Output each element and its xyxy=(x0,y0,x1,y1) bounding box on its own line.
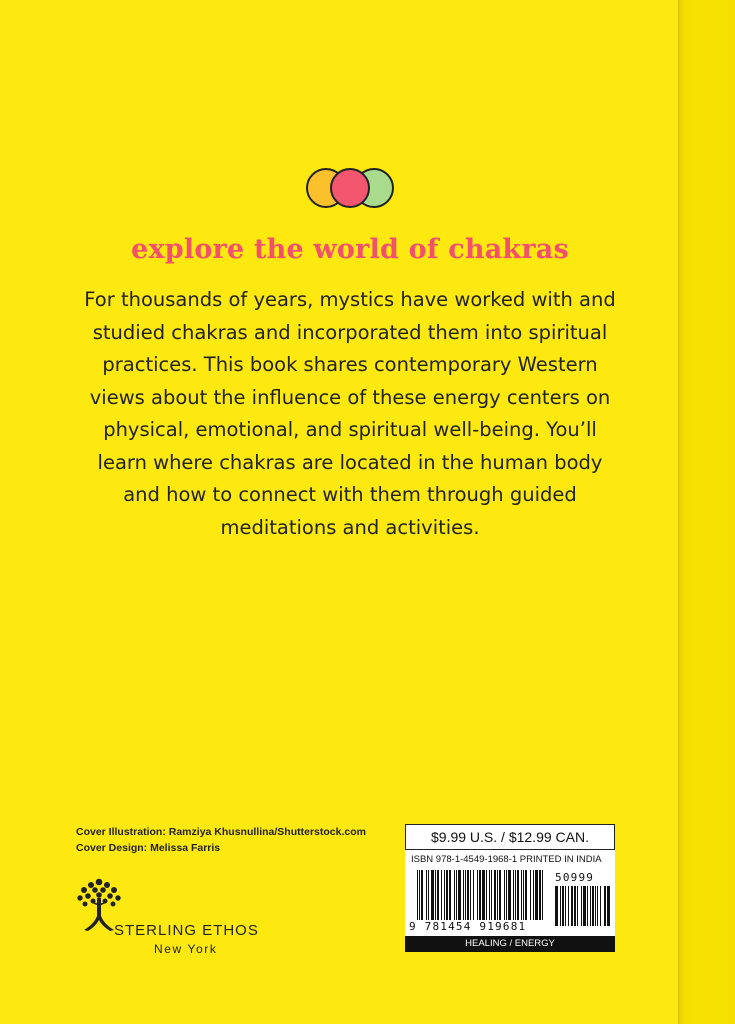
addon-bar xyxy=(560,886,561,926)
addon-bar xyxy=(583,886,586,926)
barcode xyxy=(405,850,615,936)
publisher-logo xyxy=(72,876,272,956)
addon-bar xyxy=(562,886,564,926)
barcode-bar xyxy=(465,870,466,920)
book-description: For thousands of years, mystics have worked with and studied chakras and incorporated them into spiritual practices. This book shares contemporary Western views about the influence of these energy centers on physical, emotional, and spiritual well-being. You’ll learn where chakras are located in the human body and how to connect with them through guided meditations and activities. xyxy=(84,288,616,539)
barcode-bar xyxy=(542,870,543,920)
barcode-bar xyxy=(506,870,507,920)
barcode-bar xyxy=(521,870,522,920)
addon-bar xyxy=(587,886,588,926)
barcode-bar xyxy=(482,870,485,920)
barcode-bar xyxy=(494,870,496,920)
barcode-bar xyxy=(458,870,461,920)
barcode-bar xyxy=(513,870,514,920)
barcode-bar xyxy=(417,870,418,920)
barcode-bar xyxy=(515,870,516,920)
barcode-bar xyxy=(431,870,434,920)
barcode-panel xyxy=(405,824,615,954)
barcode-bar xyxy=(491,870,492,920)
barcode-bar xyxy=(479,870,481,920)
barcode-bar xyxy=(456,870,457,920)
barcode-bar xyxy=(441,870,442,920)
barcode-bar xyxy=(486,870,487,920)
barcode-bar xyxy=(504,870,505,920)
addon-code: 50999 xyxy=(555,871,595,884)
book-spine xyxy=(678,0,735,1024)
barcode-bar xyxy=(497,870,498,920)
barcode-bar xyxy=(499,870,501,920)
addon-bar xyxy=(600,886,601,926)
addon-bar xyxy=(590,886,591,926)
addon-bar xyxy=(555,886,558,926)
category-label: HEALING / ENERGY xyxy=(405,936,615,952)
addon-bar xyxy=(597,886,598,926)
addon-bar xyxy=(581,886,582,926)
headline: explore the world of chakras xyxy=(131,234,569,265)
barcode-bar xyxy=(517,870,519,920)
barcode-bar xyxy=(446,870,448,920)
barcode-bar xyxy=(477,870,478,920)
illustration-credit: Cover Illustration: Ramziya Khusnullina/Shutterstock.com xyxy=(76,826,366,838)
price-label: $9.99 U.S. / $12.99 CAN. xyxy=(405,824,615,850)
addon-bar xyxy=(571,886,573,926)
isbn-digits: 9 781454 919681 xyxy=(409,920,527,933)
barcode-bar xyxy=(467,870,469,920)
barcode-bar xyxy=(508,870,511,920)
barcode-bar xyxy=(463,870,464,920)
barcode-bar xyxy=(421,870,423,920)
barcode-bar xyxy=(454,870,455,920)
barcode-bar xyxy=(444,870,445,920)
addon-bar xyxy=(595,886,596,926)
cover-credits xyxy=(76,824,366,856)
publisher-city: New York xyxy=(154,942,218,956)
barcode-bar xyxy=(533,870,534,920)
addon-bar xyxy=(607,886,610,926)
barcode-bar xyxy=(535,870,538,920)
barcode-bar xyxy=(523,870,524,920)
addon-bar xyxy=(577,886,578,926)
barcode-bar xyxy=(525,870,527,920)
addon-bar xyxy=(574,886,576,926)
barcode-bar xyxy=(419,870,420,920)
barcode-bar xyxy=(449,870,451,920)
barcode-bar xyxy=(426,870,427,920)
pink-circle-icon xyxy=(330,168,370,208)
barcode-bar xyxy=(470,870,471,920)
addon-bar xyxy=(604,886,606,926)
barcode-bar xyxy=(489,870,490,920)
addon-bar xyxy=(592,886,594,926)
barcode-bar xyxy=(473,870,474,920)
publisher-name: STERLING ETHOS xyxy=(114,922,259,939)
barcode-bar xyxy=(539,870,541,920)
barcode-bar xyxy=(437,870,439,920)
chakra-circles-icon xyxy=(306,168,396,208)
design-credit: Cover Design: Melissa Farris xyxy=(76,842,221,854)
barcode-bar xyxy=(530,870,531,920)
barcode-bar xyxy=(435,870,436,920)
addon-bar xyxy=(568,886,569,926)
barcode-bar xyxy=(428,870,429,920)
isbn-line: ISBN 978-1-4549-1968-1 PRINTED IN INDIA xyxy=(411,854,602,865)
addon-bar xyxy=(565,886,566,926)
